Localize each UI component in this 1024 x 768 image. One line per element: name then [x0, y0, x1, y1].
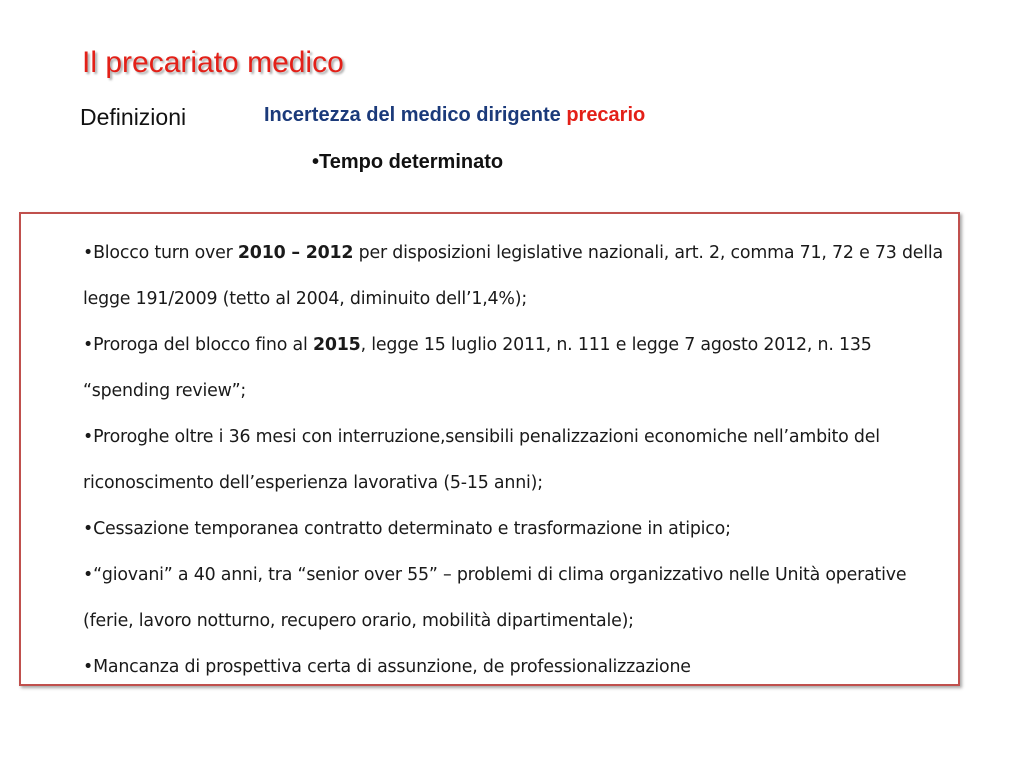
list-item-bold-text: 2015 [312, 335, 361, 355]
definition-bullet-text: Tempo determinato [319, 151, 504, 173]
list-item-text: Proroga del blocco fino al [93, 335, 313, 355]
slide-title: Il precariato medico [82, 46, 344, 79]
subtitle-accent: precario [566, 104, 646, 126]
slide-subtitle [264, 103, 645, 127]
definition-bullet [312, 150, 503, 174]
subtitle-main: Incertezza del medico dirigente [264, 104, 561, 126]
list-item-text: “giovani” a 40 anni, tra “senior over 55” – problemi di clima organizzativo nelle Unità operative (ferie, lavoro notturno, recupero orario, mobilità dipartimentale); [83, 565, 907, 631]
list-item-bold-text: 2010 – 2012 [237, 243, 354, 263]
list-item-text: Proroghe oltre i 36 mesi con interruzione,sensibili penalizzazioni economiche nell’ambito del riconoscimento dell’esperienza lavorativa (5-15 anni); [83, 427, 880, 493]
bullet-marker: • [83, 243, 94, 263]
section-label: Definizioni [80, 104, 187, 130]
list-item [83, 506, 955, 552]
content-box [19, 212, 960, 686]
list-item-text: Mancanza di prospettiva certa di assunzione, de professionalizzazione [93, 657, 691, 677]
list-item [83, 552, 955, 644]
bullet-marker: • [312, 151, 320, 173]
bullet-marker: • [83, 335, 94, 355]
bullet-marker: • [83, 565, 94, 585]
list-item-text: per disposizioni legislative nazionali, art. 2, comma 71, 72 e 73 della legge 191/2009 (tetto al 2004, diminuito dell’1,4%); [83, 243, 944, 309]
list-item-text: , legge 15 luglio 2011, n. 111 e legge 7 agosto 2012, n. 135 “spending review”; [83, 335, 872, 401]
bullet-marker: • [83, 519, 94, 539]
list-item [83, 322, 955, 414]
bullet-marker: • [83, 657, 94, 677]
list-item-text: Blocco turn over [93, 243, 238, 263]
list-item [83, 230, 955, 322]
list-item [83, 644, 955, 690]
list-item-text: Cessazione temporanea contratto determinato e trasformazione in atipico; [93, 519, 731, 539]
bullet-list [83, 230, 955, 690]
list-item [83, 414, 955, 506]
bullet-marker: • [83, 427, 94, 447]
